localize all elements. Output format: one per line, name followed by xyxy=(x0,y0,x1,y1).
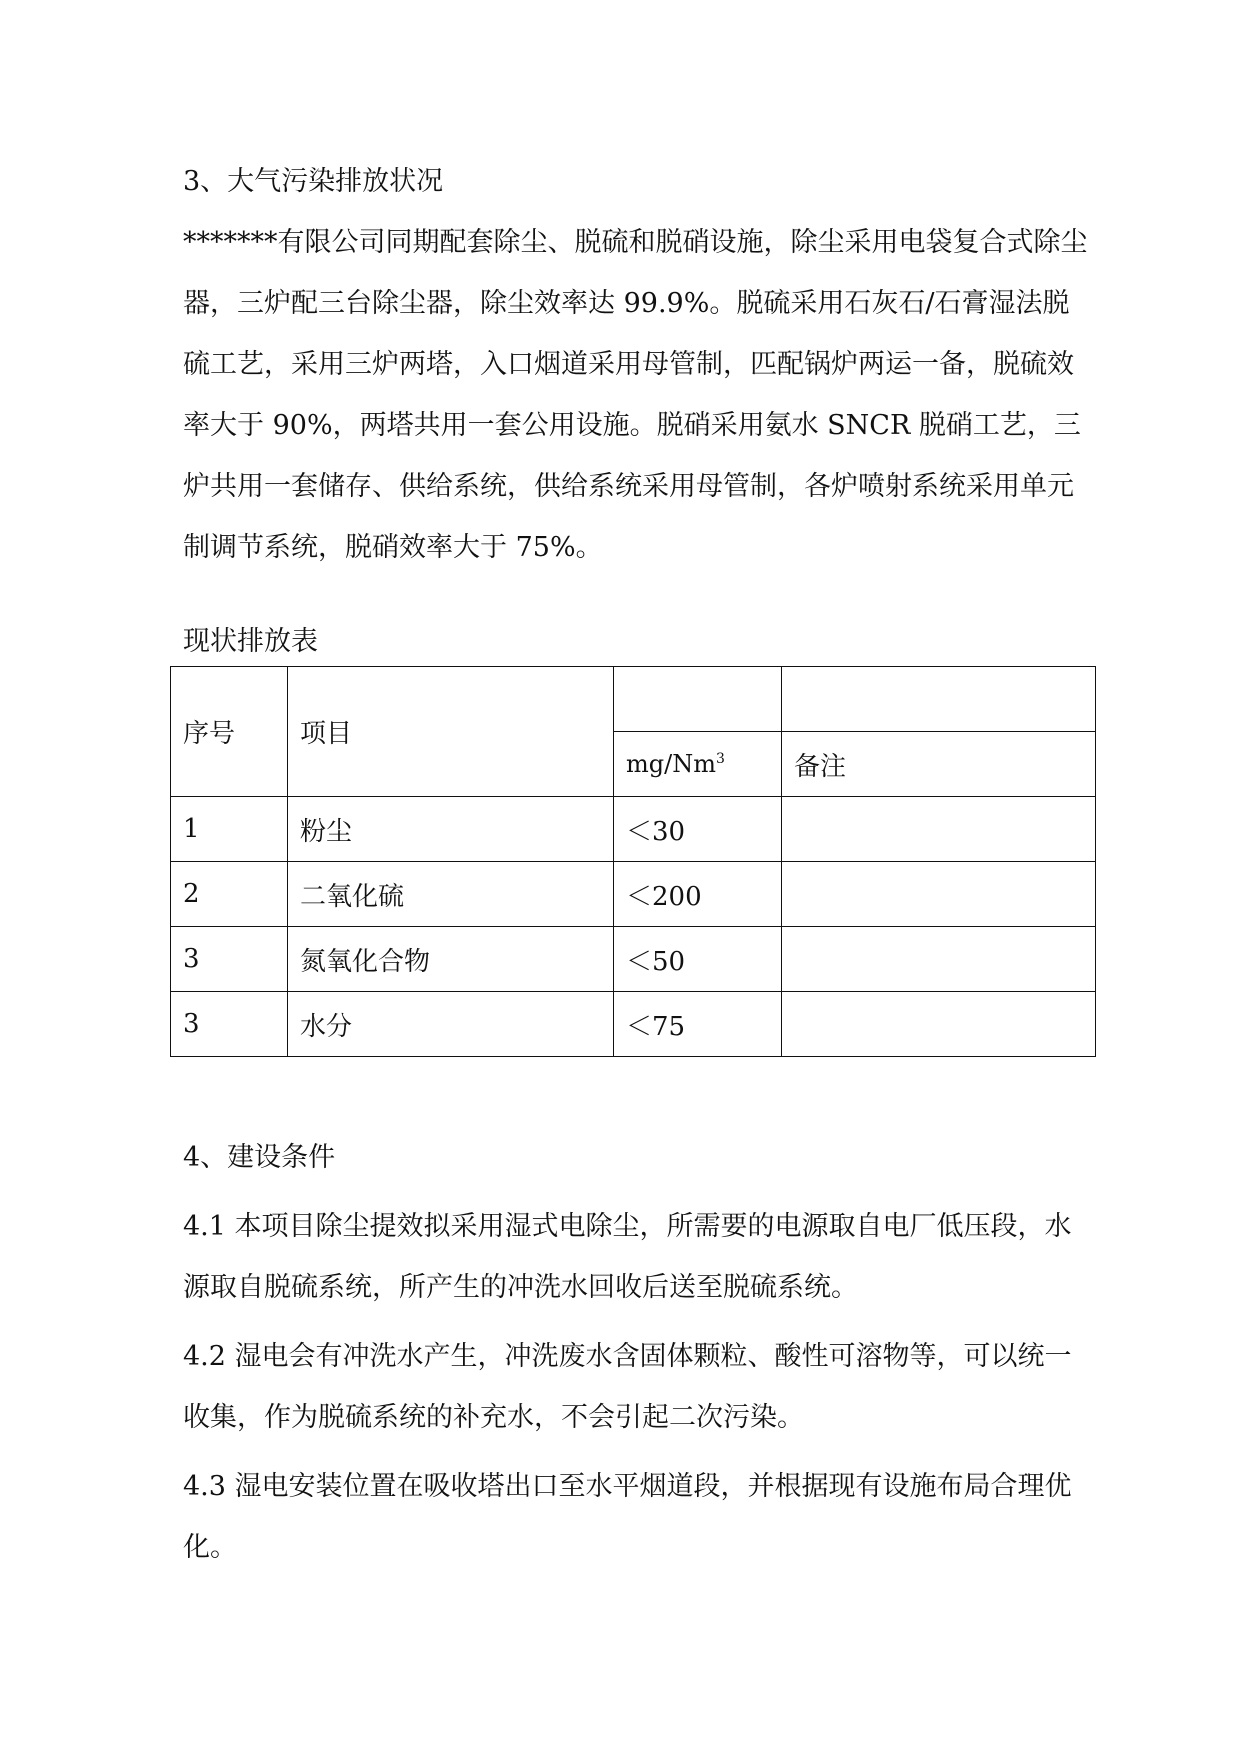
section-4-item: 4.3 湿电安装位置在吸收塔出口至水平烟道段，并根据现有设施布局合理优化。 xyxy=(183,1471,1072,1563)
table-row xyxy=(171,927,1096,992)
row-value: ＜75 xyxy=(614,992,782,1057)
section-4 xyxy=(183,1127,1093,1578)
table-row xyxy=(171,797,1096,862)
row-remark xyxy=(782,927,1096,992)
unit-text: mg/Nm xyxy=(626,750,716,778)
header-item: 项目 xyxy=(288,667,614,797)
row-index: 2 xyxy=(171,862,288,927)
row-value: ＜30 xyxy=(614,797,782,862)
row-item: 粉尘 xyxy=(288,797,614,862)
table-row xyxy=(171,992,1096,1057)
table-header-row xyxy=(171,667,1096,732)
row-index: 1 xyxy=(171,797,288,862)
row-value: ＜50 xyxy=(614,927,782,992)
table-row xyxy=(171,862,1096,927)
row-index: 3 xyxy=(171,992,288,1057)
header-unit xyxy=(614,732,782,797)
row-index: 3 xyxy=(171,927,288,992)
row-remark xyxy=(782,862,1096,927)
row-item: 氮氧化合物 xyxy=(288,927,614,992)
row-remark xyxy=(782,992,1096,1057)
section-4-item: 4.1 本项目除尘提效拟采用湿式电除尘，所需要的电源取自电厂低压段，水源取自脱硫系统，所产生的冲洗水回收后送至脱硫系统。 xyxy=(183,1211,1072,1303)
table-caption: 现状排放表 xyxy=(183,626,318,657)
section-3-heading: 3、大气污染排放状况 xyxy=(183,166,444,197)
unit-superscript: 3 xyxy=(715,751,725,767)
row-value: ＜200 xyxy=(614,862,782,927)
row-item: 水分 xyxy=(288,992,614,1057)
emissions-table xyxy=(170,666,1096,1057)
header-index: 序号 xyxy=(171,667,288,797)
section-3-paragraph: *******有限公司同期配套除尘、脱硫和脱硝设施，除尘采用电袋复合式除尘器，三炉配三台除尘器，除尘效率达 99.9%。脱硫采用石灰石/石膏湿法脱硫工艺，采用三炉两塔，入口烟道采用母管制，匹配锅炉两运一备，脱硫效率大于 90%，两塔共用一套公用设施。脱硝采用氨水 SNCR 脱硝工艺，三炉共用一套储存、供给系统，供给系统采用母管制，各炉喷射系统采用单元制调节系统，脱硝效率大于 75%。 xyxy=(183,227,1088,563)
section-4-item: 4.2 湿电会有冲洗水产生，冲洗废水含固体颗粒、酸性可溶物等，可以统一收集，作为脱硫系统的补充水，不会引起二次污染。 xyxy=(183,1341,1072,1433)
header-blank-cell xyxy=(614,667,782,732)
header-remark: 备注 xyxy=(782,732,1096,797)
section-4-heading: 4、建设条件 xyxy=(183,1142,336,1173)
row-item: 二氧化硫 xyxy=(288,862,614,927)
header-blank-cell xyxy=(782,667,1096,732)
row-remark xyxy=(782,797,1096,862)
